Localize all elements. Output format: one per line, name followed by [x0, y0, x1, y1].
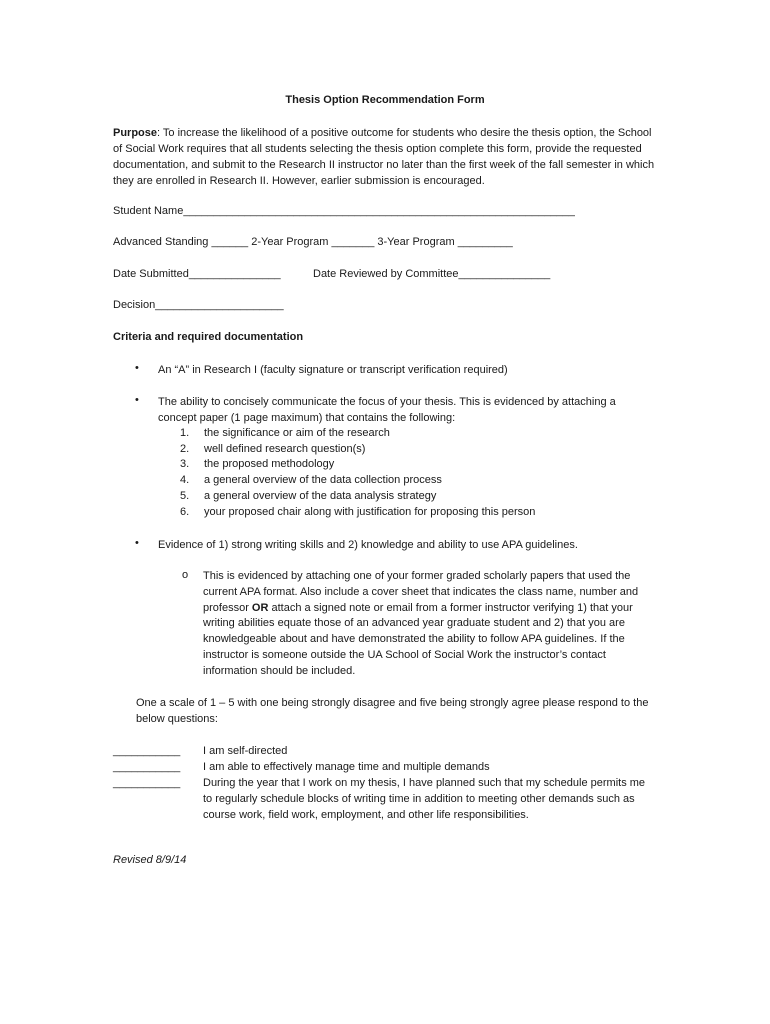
criteria-item-concept-paper: The ability to concisely communicate the focus of your thesis. This is evidenced by attaching a concept paper (1 page maximum) that contains the following:: [158, 396, 616, 424]
purpose-paragraph: [113, 125, 658, 189]
decision-field[interactable]: Decision_____________________: [113, 299, 284, 311]
date-submitted-field[interactable]: Date Submitted_______________: [113, 268, 281, 280]
scale-intro: One a scale of 1 – 5 with one being strongly disagree and five being strongly agree please respond to the below questions:: [136, 697, 649, 725]
list-item: 3. the proposed methodology: [180, 458, 335, 471]
rating-blank[interactable]: ___________: [113, 777, 181, 789]
list-item: 5. a general overview of the data analysis strategy: [180, 489, 437, 502]
question-text: I am self-directed: [203, 745, 288, 757]
bullet-icon: •: [135, 362, 139, 374]
purpose-label: Purpose: [113, 127, 158, 139]
question-text: I am able to effectively manage time and multiple demands: [203, 761, 490, 773]
purpose-text: : To increase the likelihood of a positive outcome for students who desire the thesis option, the School of Social Work requires that all students selecting the thesis option complete this form, provide the requested documentation, and submit to the Research II instructor no later than the first week of the fall semester in which they are enrolled in Research II. However, earlier submission is encouraged.: [113, 127, 655, 187]
rating-blank[interactable]: ___________: [113, 745, 181, 757]
date-reviewed-field[interactable]: Date Reviewed by Committee_______________: [313, 268, 551, 280]
criteria-heading: Criteria and required documentation: [113, 331, 304, 343]
list-item: 6. your proposed chair along with justification for proposing this person: [180, 505, 536, 518]
revised-date: Revised 8/9/14: [113, 854, 187, 866]
writing-evidence-text: This is evidenced by attaching one of your former graded scholarly papers that used the current APA format. Also include a cover sheet that indicates the class name, number and professor OR attach a signed note or email from a former instructor verifying 1) that your writing abilities equate those of an advanced year graduate student and 2) that you are knowledgeable about and have demonstrated the ability to follow APA guidelines. If the instructor is someone outside the UA School of Social Work the instructor’s contact information should be included.: [203, 570, 639, 677]
list-item: 1. the significance or aim of the research: [180, 427, 390, 439]
list-item: 4. a general overview of the data collection process: [180, 474, 442, 487]
rating-blank[interactable]: ___________: [113, 761, 181, 773]
bullet-icon: •: [135, 537, 139, 549]
question-text: During the year that I work on my thesis, I have planned such that my schedule permits me to regularly schedule blocks of writing time in addition to meeting other demands such as course work, field work, employment, and other life responsibilities.: [203, 777, 646, 821]
standing-field[interactable]: Advanced Standing ______ 2-Year Program _______ 3-Year Program _________: [113, 236, 513, 248]
bullet-icon: •: [135, 394, 139, 406]
list-item: 2. well defined research question(s): [180, 442, 366, 455]
form-title: Thesis Option Recommendation Form: [285, 94, 485, 106]
concept-paper-list: [180, 426, 600, 520]
criteria-item-research: An “A” in Research I (faculty signature or transcript verification required): [158, 364, 508, 376]
criteria-item-writing: Evidence of 1) strong writing skills and 2) knowledge and ability to use APA guidelines.: [158, 539, 578, 551]
sub-bullet-icon: o: [182, 569, 189, 581]
student-name-field[interactable]: Student Name________________________________________________________________: [113, 205, 575, 217]
